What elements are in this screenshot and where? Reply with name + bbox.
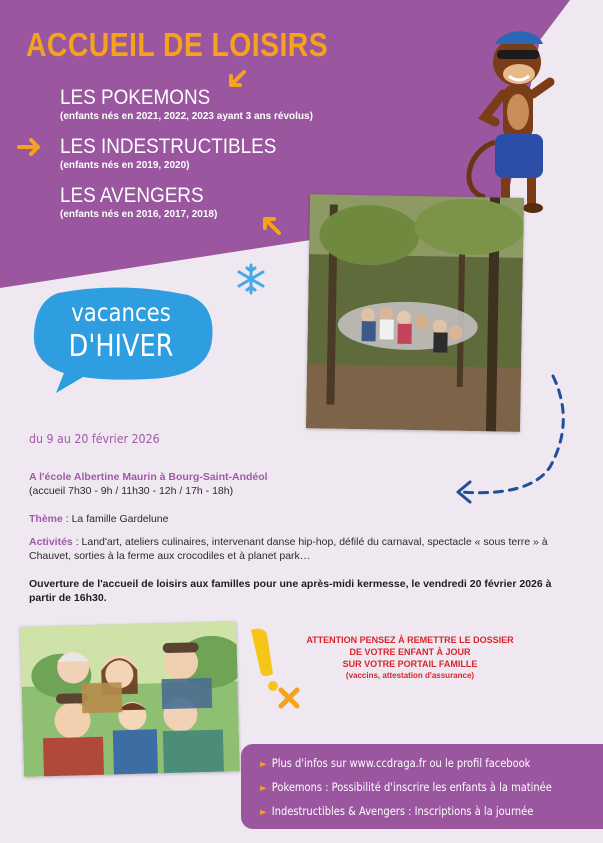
location-hours: (accueil 7h30 - 9h / 11h30 - 12h / 17h - 18h) [29, 485, 234, 497]
info-line [260, 804, 533, 818]
info-text: Indestructibles & Avengers : Inscriptions à la journée [271, 804, 534, 818]
activities-block [29, 535, 569, 563]
activities-value: : Land'art, ateliers culinaires, intervenant danse hip-hop, défilé du carnaval, spectacle « sous terre » à Chauvet, sorties à la ferme aux crocodiles et à planet park… [29, 536, 548, 562]
arrow-icon [16, 137, 44, 157]
attention-line-4: (vaccins, attestation d'assurance) [345, 671, 475, 680]
group-name: LES POKEMONS [60, 86, 211, 109]
bullet-icon: ► [260, 759, 267, 770]
location-place: A l'école Albertine Maurin à Bourg-Saint-Andéol [29, 471, 268, 483]
group-name: LES AVENGERS [60, 184, 204, 207]
snowflake-icon [234, 262, 268, 296]
attention-line-1: ATTENTION PENSEZ À REMETTRE LE DOSSIER [306, 635, 514, 645]
dashed-arrow-icon [450, 372, 580, 507]
page-title: ACCUEIL DE LOISIRS [26, 26, 329, 63]
info-line [260, 756, 530, 770]
group-indestructibles [60, 135, 300, 171]
bubble-text [28, 298, 214, 364]
bubble-line-2: D'HIVER [68, 329, 174, 364]
info-line [260, 780, 552, 794]
group-pokemons [60, 86, 313, 122]
attention-line-2: DE VOTRE ENFANT À JOUR [349, 647, 471, 657]
activities-label: Activités [29, 536, 73, 548]
bullet-icon: ► [260, 783, 267, 794]
group-note: (enfants nés en 2019, 2020) [60, 160, 190, 171]
dates: du 9 au 20 février 2026 [29, 432, 160, 446]
bullet-icon: ► [260, 807, 267, 818]
info-text: Pokemons : Possibilité d'inscrire les enfants à la matinée [271, 780, 552, 794]
location-block [29, 470, 469, 498]
family-illustration [20, 621, 240, 777]
group-note: (enfants nés en 2021, 2022, 2023 ayant 3 ans révolus) [60, 111, 313, 122]
group-note: (enfants nés en 2016, 2017, 2018) [60, 209, 218, 220]
group-avengers [60, 184, 220, 220]
attention-line-3: SUR VOTRE PORTAIL FAMILLE [342, 659, 478, 669]
theme-label: Thème [29, 513, 63, 525]
monkey-mascot [455, 22, 565, 218]
opening-text: Ouverture de l'accueil de loisirs aux familles pour une après-midi kermesse, le vendredi 20 février 2026 à partir de 16h30. [29, 578, 552, 604]
info-text: Plus d'infos sur www.ccdraga.fr ou le profil facebook [271, 756, 531, 770]
theme-value: : La famille Gardelune [62, 513, 169, 525]
theme-block [29, 512, 469, 526]
arrow-icon [258, 212, 284, 238]
arrow-icon [224, 68, 248, 92]
bubble-line-1: vacances [71, 298, 171, 327]
attention-block [285, 634, 535, 682]
group-name: LES INDESTRUCTIBLES [60, 135, 277, 158]
